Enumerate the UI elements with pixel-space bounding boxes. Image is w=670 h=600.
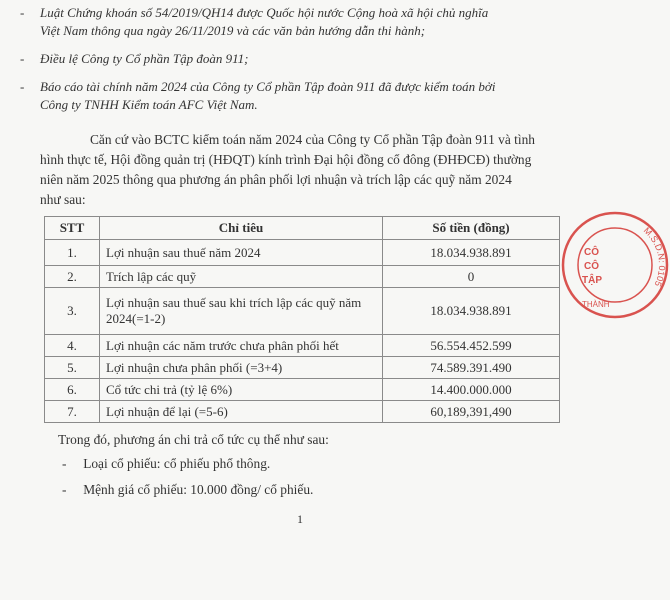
- row-stt: 7.: [45, 401, 100, 423]
- row-item: Lợi nhuận các năm trước chưa phân phối hết: [100, 335, 383, 357]
- stamp-bottom-text: THÀNH: [582, 300, 610, 309]
- intro-line: niên năm 2025 thông qua phương án phân phối lợi nhuận và trích lập các quỹ năm 2024: [40, 172, 512, 187]
- profit-distribution-table: [44, 216, 560, 423]
- bullet-securities-law: [20, 4, 560, 40]
- row-stt: 4.: [45, 335, 100, 357]
- detail-dash: -: [62, 456, 67, 471]
- row-amount: 56.554.452.599: [383, 335, 560, 357]
- row-item: Lợi nhuận sau thuế năm 2024: [100, 240, 383, 266]
- intro-paragraph: [40, 130, 565, 210]
- intro-line: như sau:: [40, 192, 86, 207]
- table-row: [45, 335, 560, 357]
- detail-text: Mệnh giá cổ phiếu: 10.000 đồng/ cổ phiếu.: [83, 482, 314, 497]
- stamp-center-line: CÔ: [584, 261, 599, 272]
- row-amount: 74.589.391.490: [383, 357, 560, 379]
- row-amount: 0: [383, 266, 560, 288]
- stamp-center-line: TẬP: [582, 275, 602, 286]
- detail-item-par-value: [62, 482, 313, 498]
- row-stt: 2.: [45, 266, 100, 288]
- intro-line: hình thực tế, Hội đồng quản trị (HĐQT) kính trình Đại hội đồng cổ đông (ĐHĐCĐ) thường: [40, 152, 532, 167]
- stamp-center-line: CÔ: [584, 247, 599, 258]
- row-stt: 3.: [45, 288, 100, 335]
- intro-line: Căn cứ vào BCTC kiểm toán năm 2024 của Công ty Cổ phần Tập đoàn 911 và tình: [90, 132, 535, 147]
- dividend-plan-intro: Trong đó, phương án chi trả cổ tức cụ thể như sau:: [58, 432, 329, 447]
- bullet-financial-report: [20, 78, 560, 114]
- company-stamp-icon: [560, 210, 670, 320]
- detail-item-share-type: [62, 456, 270, 472]
- row-item: Lợi nhuận chưa phân phối (=3+4): [100, 357, 383, 379]
- row-stt: 6.: [45, 379, 100, 401]
- row-amount: 14.400.000.000: [383, 379, 560, 401]
- header-item: Chỉ tiêu: [100, 217, 383, 240]
- row-amount: 18.034.938.891: [383, 240, 560, 266]
- table-row: [45, 288, 560, 335]
- row-item: Lợi nhuận để lại (=5-6): [100, 401, 383, 423]
- table-row: [45, 240, 560, 266]
- row-stt: 5.: [45, 357, 100, 379]
- detail-text: Loại cổ phiếu: cổ phiếu phổ thông.: [83, 456, 271, 471]
- row-amount: 18.034.938.891: [383, 288, 560, 335]
- bullet-line: Luật Chứng khoán số 54/2019/QH14 được Quốc hội nước Cộng hoà xã hội chủ nghĩa: [40, 5, 489, 20]
- table-row: [45, 266, 560, 288]
- bullet-line: Báo cáo tài chính năm 2024 của Công ty Cổ phần Tập đoàn 911 đã được kiểm toán bởi: [40, 79, 496, 94]
- stamp-ring-text: M.S.D.N: 0105: [641, 225, 668, 288]
- row-item: Trích lập các quỹ: [100, 266, 383, 288]
- bullet-line: Việt Nam thông qua ngày 26/11/2019 và các văn bản hướng dẫn thi hành;: [40, 23, 426, 38]
- bullet-dash: -: [20, 51, 25, 66]
- header-stt: STT: [45, 217, 100, 240]
- table-row: [45, 357, 560, 379]
- row-item: Lợi nhuận sau thuế sau khi trích lập các quỹ năm 2024(=1-2): [100, 288, 383, 335]
- bullet-dash: -: [20, 79, 25, 94]
- detail-dash: -: [62, 482, 67, 497]
- bullet-dash: -: [20, 5, 25, 20]
- header-amount: Số tiền (đồng): [383, 217, 560, 240]
- row-item: Cổ tức chi trả (tỷ lệ 6%): [100, 379, 383, 401]
- bullet-line: Công ty TNHH Kiểm toán AFC Việt Nam.: [40, 97, 258, 112]
- row-stt: 1.: [45, 240, 100, 266]
- table-row: [45, 379, 560, 401]
- bullet-line: Điều lệ Công ty Cổ phần Tập đoàn 911;: [40, 51, 249, 66]
- row-amount: 60,189,391,490: [383, 401, 560, 423]
- bullet-charter: [20, 50, 560, 68]
- table-row: [45, 401, 560, 423]
- page-number: 1: [297, 512, 303, 526]
- table-header-row: [45, 217, 560, 240]
